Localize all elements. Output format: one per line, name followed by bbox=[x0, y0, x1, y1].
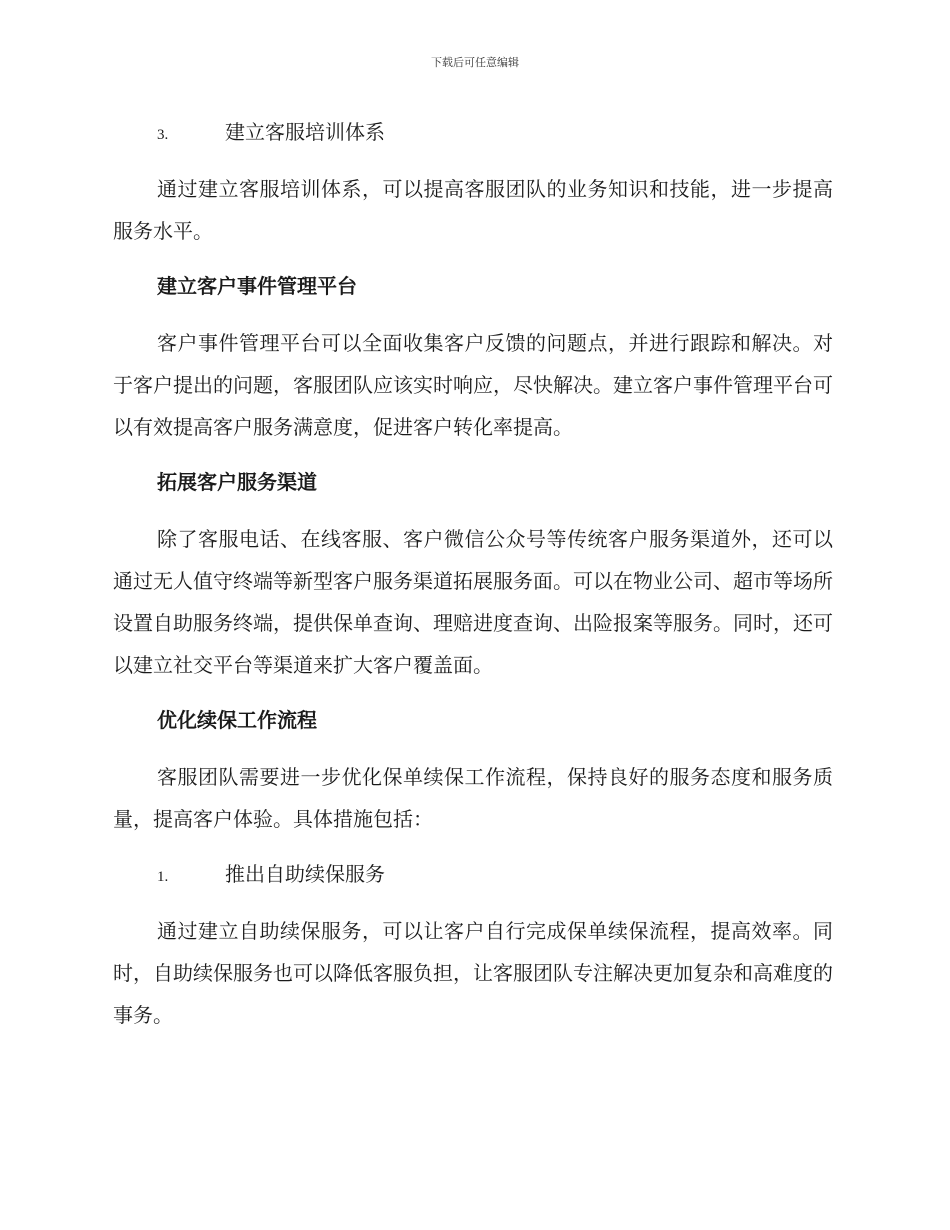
section-title-renewal: 优化续保工作流程 bbox=[157, 708, 317, 732]
paragraph-line: 服务。同时，还可以建立社交平台等渠道来扩大客户覆盖面。 bbox=[113, 611, 833, 677]
paragraph-line: 决。对于客户提出的问题，客服团队应该实时响应，尽快解决。建立客户事 bbox=[113, 331, 833, 397]
paragraph-line: 客服团队需要进一步优化保单续保工作流程，保持良好的服务态度和服 bbox=[157, 765, 793, 789]
paragraph-line: 件管理平台可以有效提高客户服务满意度，促进客户转化率提高。 bbox=[113, 373, 833, 439]
paragraph-line: 率。同时，自助续保服务也可以降低客服负担，让客服团队专注解决更加复 bbox=[113, 919, 833, 985]
paragraph-renewal bbox=[113, 756, 833, 840]
header-note: 下载后可任意编辑 bbox=[431, 56, 519, 69]
section-title-event-platform: 建立客户事件管理平台 bbox=[157, 274, 357, 298]
paragraph-event-platform bbox=[113, 322, 833, 448]
list-item-heading-3 bbox=[157, 112, 833, 152]
paragraph-training bbox=[113, 168, 833, 252]
paragraph-line: 通过建立客服培训体系，可以提高客服团队的业务知识和技能，进一步 bbox=[157, 177, 793, 201]
paragraph-line: 除了客服电话、在线客服、客户微信公众号等传统客户服务渠道外，还 bbox=[157, 527, 793, 551]
paragraph-line: 务质量，提高客户体验。具体措施包括： bbox=[113, 765, 833, 831]
section-title-channels: 拓展客户服务渠道 bbox=[157, 470, 317, 494]
list-title: 建立客服培训体系 bbox=[225, 120, 385, 144]
document-body bbox=[113, 112, 833, 1050]
list-number: 1. bbox=[157, 869, 169, 885]
paragraph-line: 超市等场所设置自助服务终端，提供保单查询、理赔进度查询、出险报案等 bbox=[113, 569, 833, 635]
paragraph-line: 可以通过无人值守终端等新型客户服务渠道拓展服务面。可以在物业公司、 bbox=[113, 527, 833, 593]
paragraph-channels bbox=[113, 518, 833, 686]
paragraph-self-service bbox=[113, 910, 833, 1036]
list-number: 3. bbox=[157, 127, 169, 143]
list-title: 推出自助续保服务 bbox=[225, 862, 385, 886]
paragraph-line: 提高服务水平。 bbox=[113, 177, 833, 243]
paragraph-line: 杂和高难度的事务。 bbox=[113, 961, 833, 1027]
list-item-heading-1 bbox=[157, 854, 833, 894]
paragraph-line: 客户事件管理平台可以全面收集客户反馈的问题点，并进行跟踪和解 bbox=[157, 331, 772, 355]
paragraph-line: 通过建立自助续保服务，可以让客户自行完成保单续保流程，提高效 bbox=[157, 919, 772, 943]
